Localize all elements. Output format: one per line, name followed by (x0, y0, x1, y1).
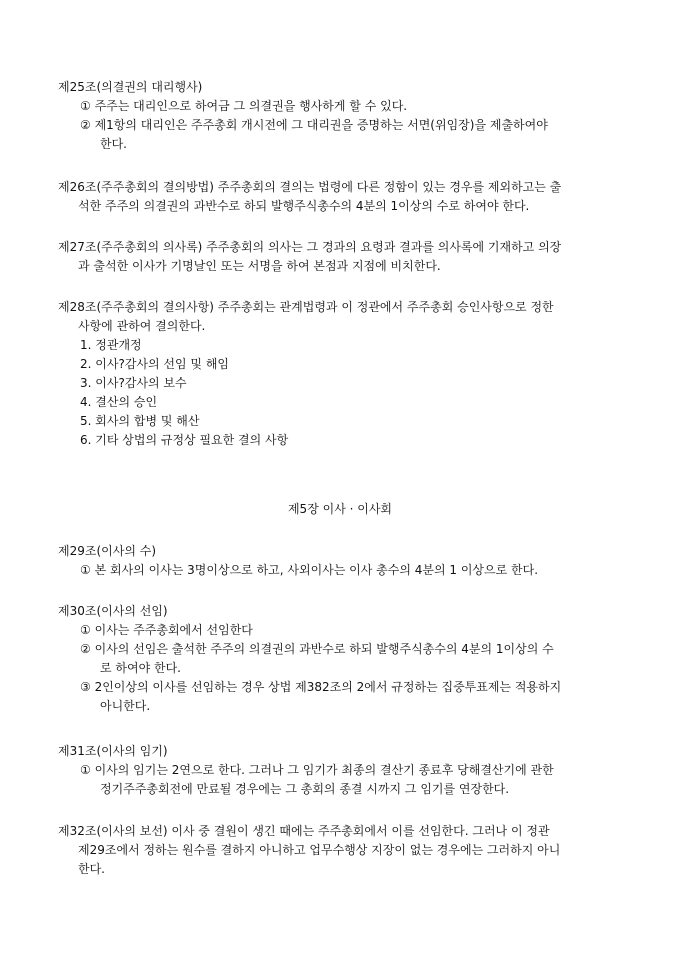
article-heading: 제29조(이사의 수) (58, 544, 156, 558)
article-heading: 제25조(의결권의 대리행사) (58, 80, 203, 94)
list-item: 5. 회사의 합병 및 해산 (80, 414, 200, 428)
article-29 (58, 542, 624, 580)
article-27 (58, 238, 624, 276)
clause-3-continued: 아니한다. (100, 699, 151, 713)
article-31 (58, 742, 624, 799)
clause-2-continued: 로 하여야 한다. (100, 661, 181, 675)
chapter-heading: 제5장 이사 · 이사회 (287, 502, 393, 516)
article-28 (58, 298, 624, 450)
list-item: 3. 이사?감사의 보수 (80, 376, 187, 390)
article-heading: 제30조(이사의 선임) (58, 604, 168, 618)
clause-2: ② 이사의 선임은 출석한 주주의 의결권의 과반수로 하되 발행주식총수의 4분의 1이상의 수 (80, 642, 554, 656)
article-text-line: 제26조(주주총회의 결의방법) 주주총회의 결의는 법령에 다른 정함이 있는 경우를 제외하고는 출 (58, 180, 562, 194)
article-text-line: 석한 주주의 의결권의 과반수로 하되 발행주식총수의 4분의 1이상의 수로 하여야 한다. (78, 199, 530, 213)
clause-1: ① 이사는 주주총회에서 선임한다 (80, 623, 253, 637)
list-item: 2. 이사?감사의 선임 및 해임 (80, 357, 229, 371)
article-30 (58, 602, 624, 716)
clause-1: ① 이사의 임기는 2연으로 한다. 그러나 그 임기가 최종의 결산기 종료후 당해결산기에 관한 (80, 763, 554, 777)
clause-1-continued: 정기주주총회전에 만료될 경우에는 그 총회의 종결 시까지 그 임기를 연장한다. (100, 782, 510, 796)
article-text-line: 과 출석한 이사가 기명날인 또는 서명을 하여 본점과 지점에 비치한다. (78, 259, 441, 273)
article-25 (58, 78, 624, 154)
clause-2: ② 제1항의 대리인은 주주총회 개시전에 그 대리권을 증명하는 서면(위임장)을 제출하여야 (80, 118, 548, 132)
clause-2-continued: 한다. (100, 137, 127, 151)
clause-1: ① 주주는 대리인으로 하여금 그 의결권을 행사하게 할 수 있다. (80, 99, 408, 113)
article-text-line: 제28조(주주총회의 결의사항) 주주총회는 관계법령과 이 정관에서 주주총회 승인사항으로 정한 (58, 300, 554, 314)
article-text-line: 제29조에서 정하는 원수를 결하지 아니하고 업무수행상 지장이 없는 경우에는 그러하지 아니 (78, 843, 561, 857)
list-item: 1. 정관개정 (80, 338, 142, 352)
clause-1: ① 본 회사의 이사는 3명이상으로 하고, 사외이사는 이사 총수의 4분의 1 이상으로 한다. (80, 563, 539, 577)
article-text-line: 제32조(이사의 보선) 이사 중 결원이 생긴 때에는 주주총회에서 이를 선임한다. 그러나 이 정관 (58, 824, 550, 838)
list-item: 4. 결산의 승인 (80, 395, 158, 409)
article-text-line: 제27조(주주총회의 의사록) 주주총회의 의사는 그 경과의 요령과 결과를 의사록에 기재하고 의장 (58, 240, 562, 254)
article-heading: 제31조(이사의 임기) (58, 744, 168, 758)
article-26 (58, 178, 624, 216)
article-text-line: 사항에 관하여 결의한다. (78, 319, 206, 333)
list-item: 6. 기타 상법의 규정상 필요한 결의 사항 (80, 433, 289, 447)
clause-3: ③ 2인이상의 이사를 선임하는 경우 상법 제382조의 2에서 규정하는 집중투표제는 적용하지 (80, 680, 562, 694)
article-text-line: 한다. (78, 862, 105, 876)
article-32 (58, 822, 624, 879)
